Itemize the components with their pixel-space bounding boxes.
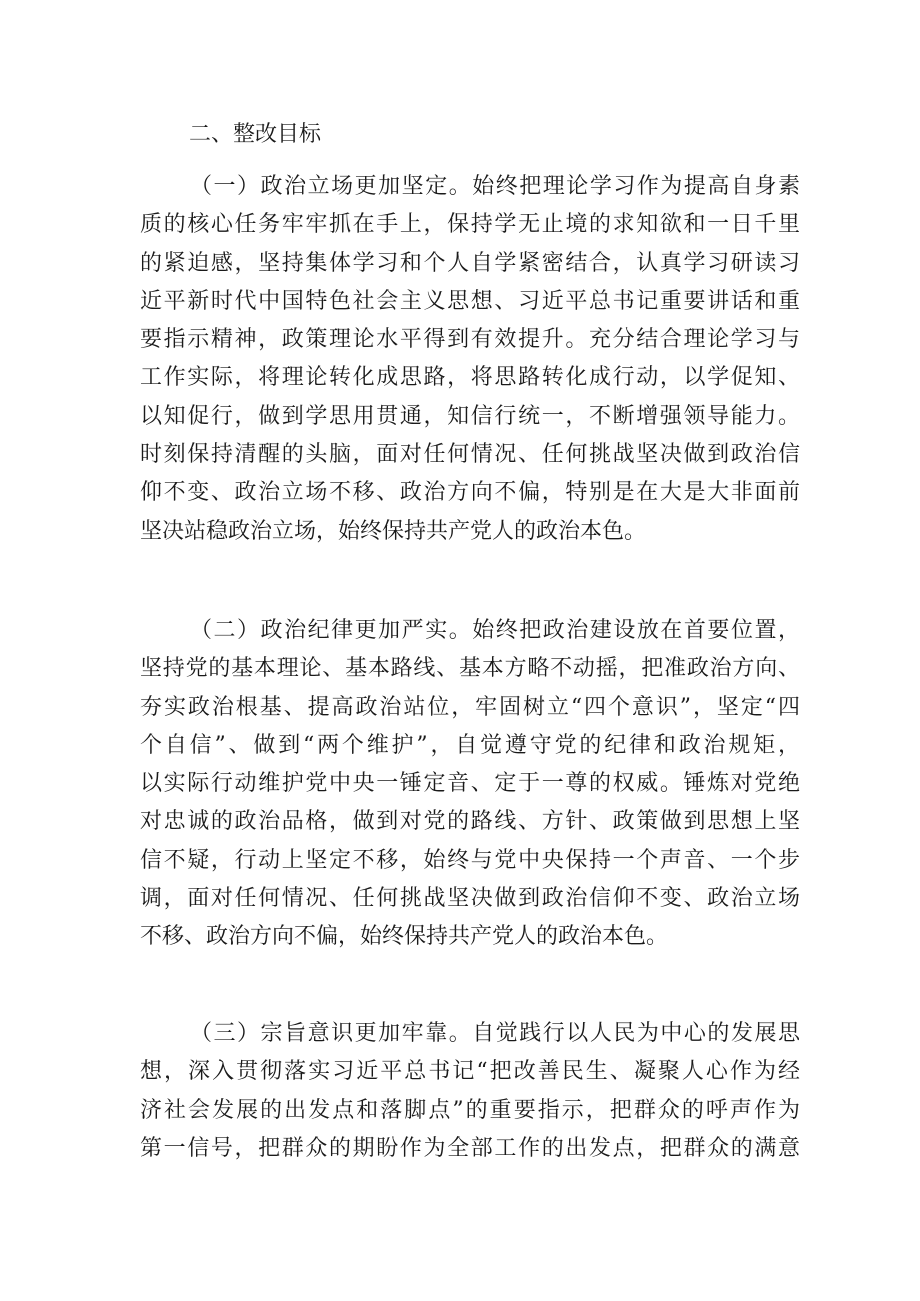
paragraph-purpose-awareness bbox=[140, 1015, 800, 1168]
paragraph-line: 想，深入贯彻落实习近平总书记“把改善民生、凝聚人心作为经 bbox=[140, 1059, 800, 1085]
paragraph-line: 以知促行，做到学思用贯通，知信行统一，不断增强领导能力。 bbox=[140, 403, 800, 429]
section-heading: 二、整改目标 bbox=[189, 122, 322, 147]
paragraph-line: 坚决站稳政治立场，始终保持共产党人的政治本色。 bbox=[140, 518, 647, 544]
paragraph-line: 信不疑，行动上坚定不移，始终与党中央保持一个声音、一个步 bbox=[140, 847, 800, 873]
paragraph-line: 时刻保持清醒的头脑，面对任何情况、任何挑战坚决做到政治信 bbox=[140, 442, 800, 468]
paragraph-line: 仰不变、政治立场不移、政治方向不偏，特别是在大是大非面前 bbox=[140, 480, 800, 506]
paragraph-line: 要指示精神，政策理论水平得到有效提升。充分结合理论学习与 bbox=[140, 327, 800, 353]
paragraph-line: 工作实际，将理论转化成思路，将思路转化成行动，以学促知、 bbox=[140, 365, 800, 391]
paragraph-line: 质的核心任务牢牢抓在手上，保持学无止境的求知欲和一日千里 bbox=[140, 212, 800, 238]
paragraph-line: 调，面对任何情况、任何挑战坚决做到政治信仰不变、政治立场 bbox=[140, 886, 800, 912]
paragraph-line: （一）政治立场更加坚定。始终把理论学习作为提高自身素 bbox=[190, 174, 800, 199]
paragraph-line: 近平新时代中国特色社会主义思想、习近平总书记重要讲话和重 bbox=[140, 288, 800, 314]
paragraph-line: 第一信号，把群众的期盼作为全部工作的出发点，把群众的满意 bbox=[140, 1135, 800, 1161]
paragraph-line: 以实际行动维护党中央一锤定音、定于一尊的权威。锤炼对党绝 bbox=[140, 771, 800, 797]
paragraph-line: （二）政治纪律更加严实。始终把政治建设放在首要位置， bbox=[190, 618, 800, 643]
paragraph-political-stance bbox=[140, 168, 800, 551]
paragraph-line: 济社会发展的出发点和落脚点”的重要指示，把群众的呼声作为 bbox=[140, 1097, 800, 1123]
paragraph-line: 的紧迫感，坚持集体学习和个人自学紧密结合，认真学习研读习 bbox=[140, 250, 800, 276]
paragraph-line: 夯实政治根基、提高政治站位，牢固树立“四个意识”，坚定“四 bbox=[140, 694, 800, 720]
paragraph-political-discipline bbox=[140, 612, 800, 957]
paragraph-line: 对忠诚的政治品格，做到对党的路线、方针、政策做到思想上坚 bbox=[140, 809, 800, 835]
paragraph-line: 个自信”、做到“两个维护”，自觉遵守党的纪律和政治规矩， bbox=[140, 732, 800, 758]
paragraph-line: 坚持党的基本理论、基本路线、基本方略不动摇，把准政治方向、 bbox=[140, 656, 800, 682]
paragraph-line: （三）宗旨意识更加牢靠。自觉践行以人民为中心的发展思 bbox=[190, 1021, 800, 1046]
paragraph-line: 不移、政治方向不偏，始终保持共产党人的政治本色。 bbox=[140, 924, 669, 950]
